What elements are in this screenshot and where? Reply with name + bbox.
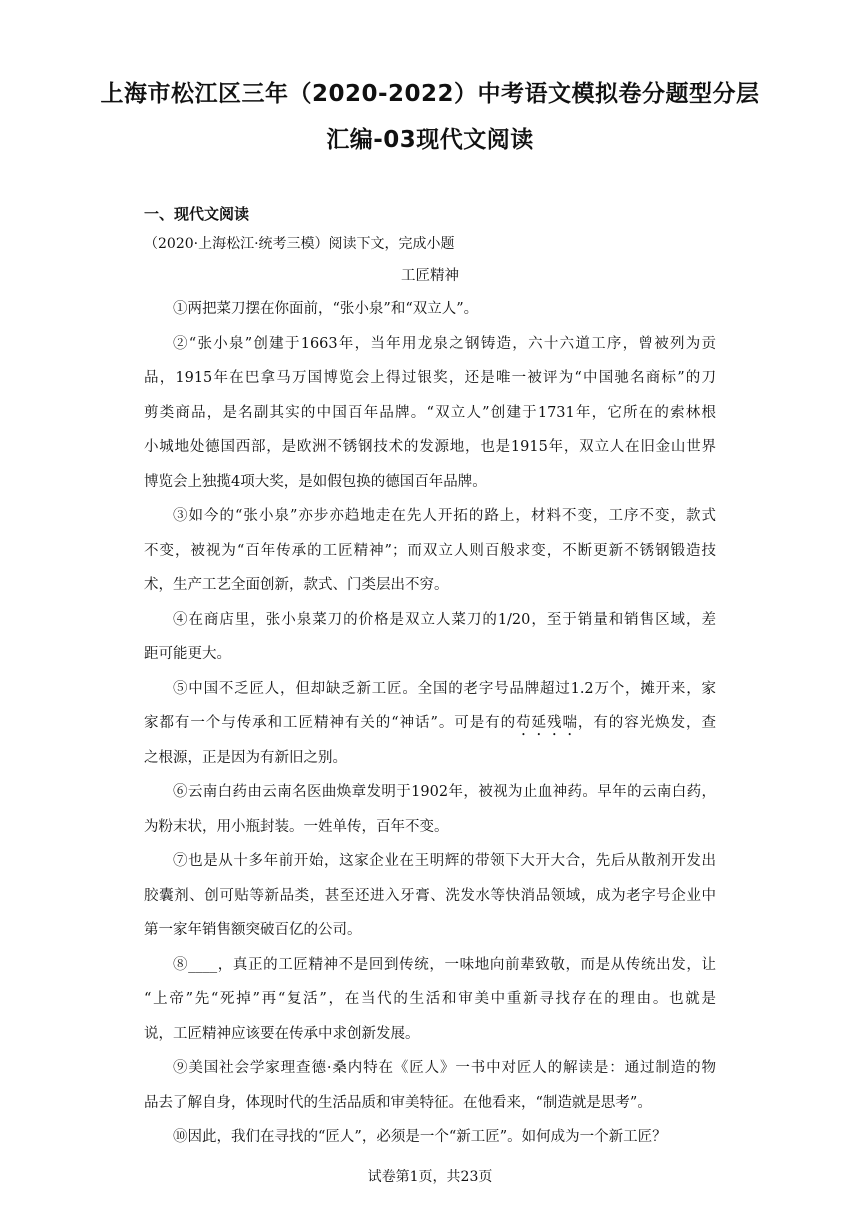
section-heading: 一、现代文阅读 [144, 205, 250, 223]
paragraph [144, 292, 716, 327]
paragraph-line: ①两把菜刀摆在你面前，“张小泉”和“双立人”。 [173, 301, 479, 317]
paragraph-line: 距可能更大。 [144, 646, 231, 662]
paragraph-line: 品去了解自身，体现时代的生活品质和审美特征。在他看来，“制造就是思考”。 [144, 1094, 652, 1111]
paragraph-line: 胶囊剂、创可贴等新品类，甚至还进入牙膏、洗发水等快消品领域，成为老字号企业中 [144, 887, 716, 904]
article-title: 工匠精神 [401, 268, 459, 284]
emphasized-word: 苟延残喘 [516, 715, 578, 731]
paragraph-line: 之根源，正是因为有新旧之别。 [144, 749, 347, 766]
paragraph-line: 说，工匠精神应该要在传承中求创新发展。 [144, 1025, 420, 1042]
paragraph [144, 327, 716, 500]
paragraph [144, 603, 716, 672]
paragraph-line: 剪类商品，是名副其实的中国百年品牌。“双立人”创建于1731年，它所在的索林根 [144, 404, 716, 421]
paragraph-line: ⑦也是从十多年前开始，这家企业在王明辉的带领下大开大合，先后从散剂开发出 [173, 853, 716, 869]
question-source: （2020·上海松江·统考三模）阅读下文，完成小题 [144, 236, 455, 252]
paragraph-line: ⑤中国不乏匠人，但却缺乏新工匠。全国的老字号品牌超过1.2万个，摊开来，家 [173, 680, 716, 697]
paragraph [144, 499, 716, 603]
paragraph [144, 775, 716, 844]
paragraph [144, 672, 716, 776]
paragraph-line: ⑧____，真正的工匠精神不是回到传统，一味地向前辈致敬，而是从传统出发，让 [173, 956, 716, 973]
page-footer: 试卷第1页，共23页 [367, 1169, 493, 1185]
document-title-line-1: 上海市松江区三年（2020-2022）中考语文模拟卷分题型分层 [100, 81, 760, 107]
paragraph [144, 948, 716, 1052]
paragraph-line: ⑥云南白药由云南名医曲焕章发明于1902年，被视为止血神药。早年的云南白药， [173, 784, 716, 800]
paragraph-line: ③如今的“张小泉”亦步亦趋地走在先人开拓的路上，材料不变，工序不变，款式 [173, 508, 716, 524]
paragraph-line: ⑨美国社会学家理查德·桑内特在《匠人》一书中对匠人的解读是：通过制造的物 [173, 1060, 716, 1076]
paragraph [144, 1120, 716, 1155]
paragraph [144, 1051, 716, 1120]
paragraph-line: ⑩因此，我们在寻找的“匠人”，必须是一个“新工匠”。如何成为一个新工匠？ [173, 1129, 667, 1145]
paragraph-line: 品，1915年在巴拿马万国博览会上得过银奖，还是唯一被评为“中国驰名商标”的刀 [144, 370, 716, 386]
paragraph-line: ④在商店里，张小泉菜刀的价格是双立人菜刀的1/20，至于销量和销售区域，差 [173, 611, 716, 628]
paragraph-line: ②“张小泉”创建于1663年，当年用龙泉之钢铸造，六十六道工序，曾被列为贡 [173, 335, 716, 352]
paragraph-line: 博览会上独揽4项大奖，是如假包换的德国百年品牌。 [144, 473, 487, 490]
paragraph-line: “上帝”先“死掉”再“复活”，在当代的生活和审美中重新寻找存在的理由。也就是 [144, 991, 716, 1007]
document-title-line-2: 汇编-03现代文阅读 [326, 127, 534, 153]
paragraph-line: 不变，被视为“百年传承的工匠精神”；而双立人则百般求变，不断更新不锈钢锻造技 [144, 542, 716, 559]
paragraph-line: 术，生产工艺全面创新，款式、门类层出不穷。 [144, 577, 449, 593]
paragraph-line: 家都有一个与传承和工匠精神有关的“神话”。可是有的苟延残喘，有的容光焕发，查 [144, 715, 717, 731]
paragraph [144, 844, 716, 948]
paragraph-line: 小城地处德国西部，是欧洲不锈钢技术的发源地，也是1915年，双立人在旧金山世界 [144, 439, 716, 455]
paragraph-line: 为粉末状，用小瓶封装。一姓单传，百年不变。 [144, 818, 449, 835]
paragraph-line: 第一家年销售额突破百亿的公司。 [144, 922, 362, 938]
